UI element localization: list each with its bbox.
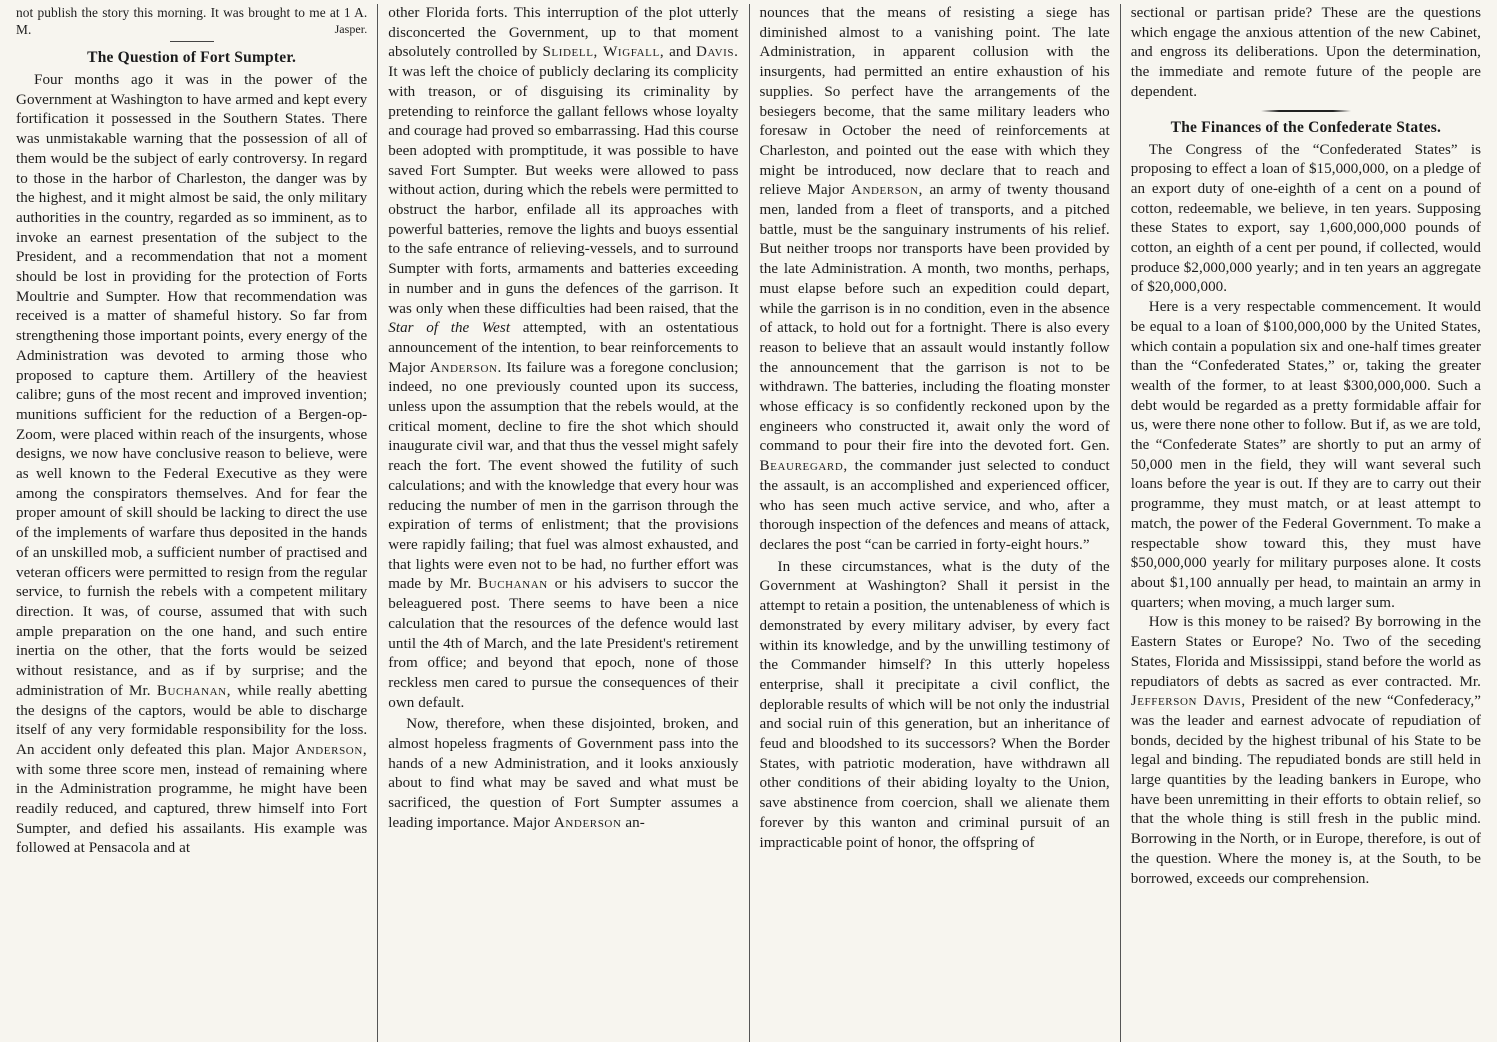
article-paragraph: How is this money to be raised? By borrowing in the Eastern States or Europe? No. Two of the seceding States, Florida and Mississippi, stand before the world as repudiators of debts as sacred as ever contracted. Mr. Jefferson Davis, President of the new “Confederacy,” was the leader and earnest advocate of repudiation of bonds, decided by the highest tribunal of his State to be legal and binding. The repudiated bonds are still held in large quantities by the leading bankers in Europe, who have been unremitting in their efforts to obtain relief, so that the whole thing is still fresh in the public mind. Borrowing in the North, or in Europe, therefore, is out of the question. Where the money is, at the South, to be borrowed, exceeds our comprehension. <box>1130 614 1481 887</box>
article-heading-finances: The Finances of the Confederate States. <box>1170 118 1442 136</box>
article-paragraph: Four months ago it was in the power of the Government at Washington to have armed and kept every fortification it possessed in the Southern States. There was unmistakable warning that the possession of all of them would be the subject of early controversy. In regard to those in the harbor of Charleston, the danger was by the highest, and it might almost be said, the only military authorities in the country, regarded as so imminent, as to invoke an earnest presentation of the subject to the President, and a recommendation that not a moment should be lost in providing for the protection of Forts Moultrie and Sumpter. How that recommendation was received is a matter of shameful history. So far from strengthening those important points, every energy of the Administration was devoted to arming those who proposed to capture them. Artillery of the heaviest calibre; guns of the most recent and improved invention; munitions sufficient for the reduction of a Bergen-op-Zoom, were placed within reach of the insurgents, whose designs, we now have conclusive reason to believe, were as well known to the Federal Executive as they were among the conspirators themselves. And for fear the proper amount of skill should be lacking to direct the use of the implements of warfare thus deposited in the hands of an unskilled mob, a sufficient number of practised and veteran officers were permitted to resign from the regular service, to furnish the rebels with a competent military direction. It was, of course, assumed that with such ample preparation on the one hand, and such entire inertia on the other, that the forts would be seized without resistance, and as if by surprise; and the administration of Mr. Buchanan, while really abetting the designs of the captors, would be able to discharge itself of any very formidable responsibility for the loss. An accident only defeated this plan. Major Anderson, with some three score men, instead of remaining where in the Administration programme, he might have been readily reduced, and captured, threw himself into Fort Sumpter, and defied his assailants. His example was followed at Pensacola and at <box>16 72 368 857</box>
article-paragraph: sectional or partisan pride? These are the questions which engage the anxious attention of the new Cabinet, and engross its deliberations. Upon the determination, the immediate and remote future of the people are dependent. <box>1130 5 1481 100</box>
divider <box>170 41 214 42</box>
article-paragraph: Now, therefore, when these disjointed, broken, and almost hopeless fragments of Government pass into the hands of a new Administration, and it looks anxiously about to find what may be saved and what must be sacrificed, the question of Fort Sumpter assumes a leading importance. Major Anderson an- <box>388 716 739 831</box>
article-paragraph: nounces that the means of resisting a siege has diminished almost to a vanishing point. The late Administration, in apparent collusion with the insurgents, had permitted an entire exhaustion of his supplies. So perfect have the arrangements of the besiegers become, that the same military leaders who foresaw in October the need of reinforcements at Charleston, and pointed out the ease with which they might be introduced, now declare that to reach and relieve Major Anderson, an army of twenty thousand men, landed from a fleet of transports, and a pitched battle, must be the sanguinary instruments of his relief. But neither troops nor transports have been provided by the late Administration. A month, two months, perhaps, must elapse before such an expedition could depart, while the garrison is in no condition, even in the absence of attack, to hold out for a fortnight. There is also every reason to believe that an assault would instantly follow the announcement that the garrison is not to be withdrawn. The batteries, including the floating monster whose efficacy is so confidently reckoned upon by the engineers who constructed it, await only the word of command to pour their fire into the devoted fort. Gen. Beauregard, the commander just selected to conduct the assault, is an accomplished and experienced officer, who has seen much active service, and who, after a thorough inspection of the defences and means of attack, declares the post “can be carried in forty-eight hours.” <box>759 5 1110 553</box>
column-3 <box>749 4 1120 1042</box>
column-2 <box>377 4 748 1042</box>
column-4 <box>1120 4 1491 1042</box>
divider <box>1261 110 1351 112</box>
column-1 <box>6 4 377 1042</box>
top-signature <box>16 22 367 36</box>
article-paragraph: In these circumstances, what is the duty of the Government at Washington? Shall it persist in the attempt to retain a position, the untenableness of which is demonstrated by every military adviser, by every fact within its knowledge, and by the unwilling testimony of the Commander himself? In this utterly hopeless enterprise, shall it precipitate a civil conflict, the deplorable results of which will be not only the industrial and social ruin of this generation, but an inheritance of feud and bloodshed to its successors? When the Border States, with patriotic moderation, have withdrawn all other conditions of their abiding loyalty to the Union, save abstinence from coercion, shall we alienate them forever by this wanton and criminal pursuit of an impracticable point of honor, the offspring of <box>759 558 1110 851</box>
article-paragraph: other Florida forts. This interruption of the plot utterly disconcerted the Government, up to that moment absolutely controlled by Slidell, Wigfall, and Davis. It was left the choice of publicly declaring its complicity with treason, or of disguising its criminality by pretending to reinforce the gallant fellows whose loyalty and courage had proved so embarrassing. Had this course been adopted with promptitude, it was possible to have saved Fort Sumpter. But weeks were allowed to pass without action, during which the rebels were permitted to obstruct the harbor, enfilade all its approaches with powerful batteries, remove the lights and buoys essential to the safe entrance of relieving-vessels, and to surround Sumpter with forts, armaments and batteries exceeding in number and in guns the defences of the garrison. It was only when these difficulties had been raised, that the Star of the West attempted, with an ostentatious announcement of the intention, to bear reinforcements to Major Anderson. Its failure was a foregone conclusion; indeed, no one previously counted upon its success, unless upon the assumption that the rebels would, at the critical moment, decline to fire the shot which should inaugurate civil war, and that thus the vessel might safely reach the fort. The event showed the futility of such calculations; and with the knowledge that every hour was reducing the number of men in the garrison through the expiration of terms of enlistment; that the provisions were rapidly failing; that fuel was almost exhausted, and that lights were even not to be had, no further effort was made by Mr. Buchanan or his advisers to succor the beleaguered post. There seems to have been a nice calculation that the resources of the defence would last until the 4th of March, and the late President's retirement from office; and beyond that epoch, none of those reckless men cared to pursue the consequences of their own default. <box>388 5 739 711</box>
top-fragment: not publish the story this morning. It was brought to me at 1 A. M. <box>16 5 368 37</box>
signature: Jasper. <box>334 22 368 36</box>
article-paragraph: The Congress of the “Confederated States” is proposing to effect a loan of $15,000,000, on a pledge of an export duty of one-eighth of a cent on a pound of cotton, redeemable, we believe, in ten years. Supposing these States to export, say 1,600,000,000 pounds of cotton, an eighth of a cent per pound, if collected, would produce $2,000,000 yearly; and in ten years an aggregate of $20,000,000. <box>1130 141 1481 296</box>
article-paragraph: Here is a very respectable commencement. It would be equal to a loan of $100,000,000 by the United States, which contain a population six and one-half times greater than the “Confederated States,” or, taking the greater wealth of the former, to at least $300,000,000. Such a debt would be regarded as a pretty formidable affair for us, were there none other to follow. But if, as we are told, the “Confederate States” are shortly to put an army of 50,000 men in the field, they will want several such loans before the year is out. If they are to carry out their programme, they must match, or at least attempt to match, the power of the Federal Government. To make a respectable show toward this, they must have $50,000,000 yearly for military purposes alone. It costs about $1,100 annually per head, to maintain an army in quarters; when moving, a much larger sum. <box>1130 299 1481 611</box>
article-heading-fort-sumpter: The Question of Fort Sumpter. <box>87 49 297 66</box>
